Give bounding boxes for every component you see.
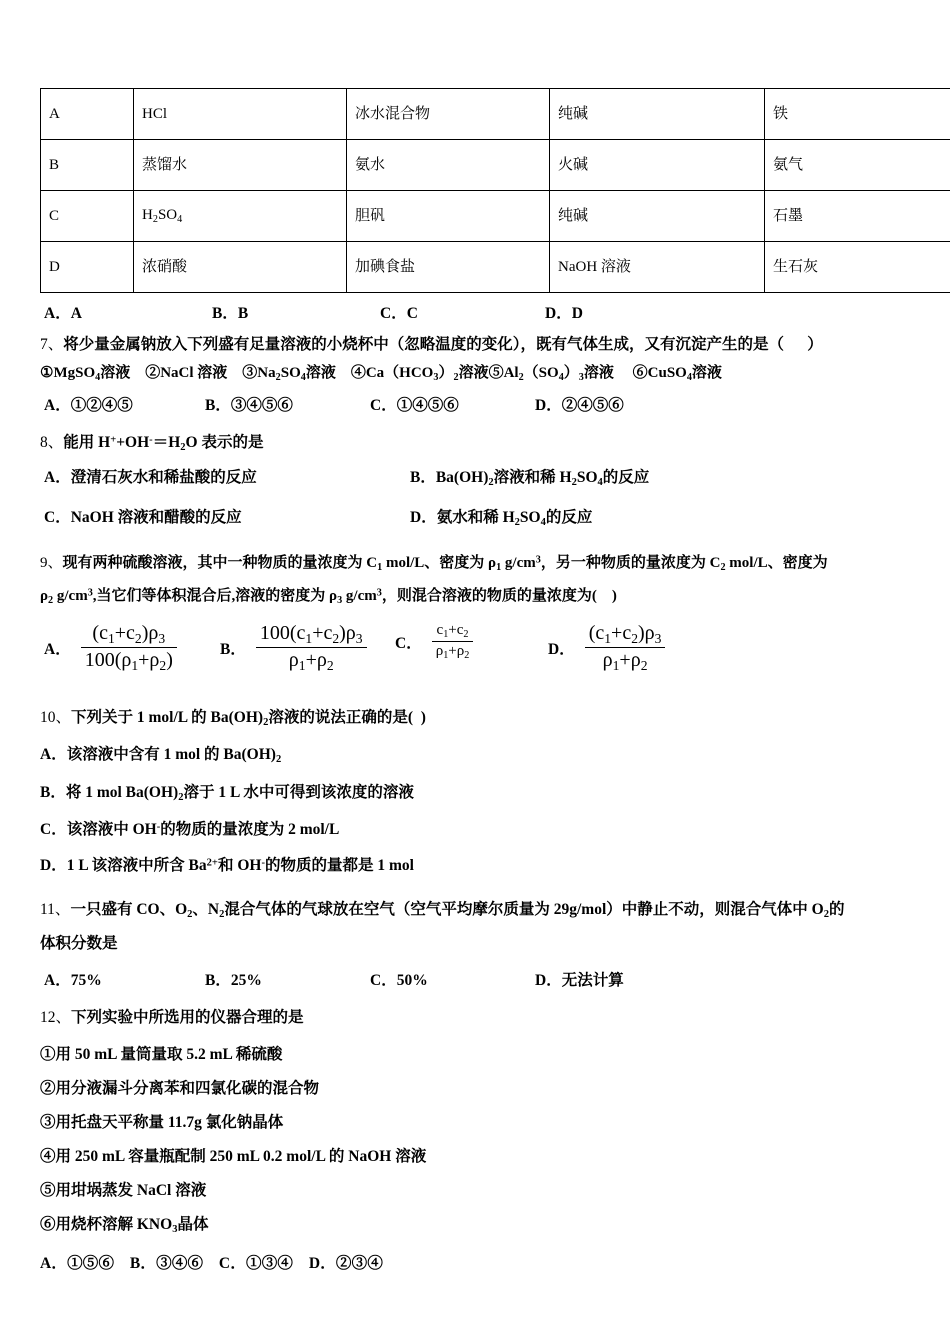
table-cell-label: D (41, 242, 134, 293)
table-cell: 石墨 (765, 191, 950, 242)
q12-item-5: ⑤用坩埚蒸发 NaCl 溶液 (40, 1181, 207, 1199)
table-cell: 蒸馏水 (134, 140, 347, 191)
table-cell: 火碱 (550, 140, 765, 191)
q11-option-a[interactable]: A．75% (44, 971, 102, 989)
q9-option-c[interactable] (395, 622, 473, 662)
q8-option-a[interactable]: A．澄清石灰水和稀盐酸的反应 (44, 469, 257, 487)
q10-option-a[interactable]: A．该溶液中含有 1 mol 的 $Ba(OH)_2$ (40, 746, 282, 766)
q9-option-b-fraction: $\frac{100(c_1+c_2)\rho_3}{\rho_1+\rho_2}$ (256, 622, 367, 674)
q11-answer-row (40, 968, 910, 994)
q10-stem: 10、下列关于 1 mol/L 的 $Ba(OH)_2$溶液的说法正确的是( ) (40, 708, 426, 728)
q9-option-d-fraction: $\frac{(c_1+c_2)\rho_3}{\rho_1+\rho_2}$ (585, 622, 666, 674)
q11-option-d[interactable]: D．无法计算 (535, 971, 624, 989)
table-cell: 浓硝酸 (134, 242, 347, 293)
q8-answer-row-1 (40, 465, 910, 499)
q9-option-b-label: B． (220, 640, 246, 658)
table-row (41, 140, 950, 191)
q9-option-a-fraction: $\frac{(c_1+c_2)\rho_3}{100(\rho_1+\rho_2)}$ (81, 622, 177, 674)
table-cell: 氨水 (347, 140, 550, 191)
q9-option-c-fraction: $\frac{c_1+c_2}{\rho_1+\rho_2}$ (432, 622, 474, 662)
q9-option-d[interactable] (548, 622, 665, 674)
q8-stem: 8、能用 $H^++OH^-=H_2O$ 表示的是 (40, 434, 264, 454)
table-cell: 纯碱 (550, 89, 765, 140)
q9-option-a-label: A． (44, 640, 71, 658)
q8-option-c[interactable]: C．NaOH 溶液和醋酸的反应 (44, 509, 242, 527)
q10-option-d[interactable]: D．1 L 该溶液中所含 $Ba^{2+}$和 OH-的物质的量都是 1 mol (40, 856, 414, 874)
q7-answer-row (40, 393, 910, 419)
q11-stem-line2: 体积分数是 (40, 934, 118, 952)
table-cell: NaOH 溶液 (550, 242, 765, 293)
q7-option-a[interactable]: A．①②④⑤ (44, 397, 133, 415)
q9-answer-row (40, 622, 910, 686)
table-cell-label: A (41, 89, 134, 140)
q9-stem-line2: $\rho_2$ $g/cm^3$,当它们等体积混合后,溶液的密度为 $\rho_3$ $g/cm^3$，则混合溶液的物质的量浓度为( ) (40, 588, 617, 607)
table-cell: 胆矾 (347, 191, 550, 242)
table-cell: 铁 (765, 89, 950, 140)
table-cell: 纯碱 (550, 191, 765, 242)
q9-option-c-label: C． (395, 634, 422, 652)
q6-option-a[interactable]: A．A (44, 305, 82, 322)
q6-answer-row (40, 301, 910, 327)
q8-answer-row-2 (40, 505, 910, 539)
table-cell-label: C (41, 191, 134, 242)
q8-option-d[interactable]: D．氨水和稀 $H_2SO_4$的反应 (410, 509, 593, 529)
q11-option-c[interactable]: C．50% (370, 971, 428, 989)
q12-item-6: ⑥用烧杯溶解 $KNO_3$晶体 (40, 1215, 209, 1235)
q10-option-b[interactable]: B．将 1 mol $Ba(OH)_2$溶于 1 L 水中可得到该浓度的溶液 (40, 783, 414, 803)
page-content (40, 88, 910, 1273)
q7-option-c[interactable]: C．①④⑤⑥ (370, 397, 459, 415)
table-cell: 生石灰 (765, 242, 950, 293)
q12-stem: 12、下列实验中所选用的仪器合理的是 (40, 1008, 304, 1026)
q11-stem-line1: 11、一只盛有 CO、$O_2$、$N_2$混合气体的气球放在空气（空气平均摩尔质量为 29g/mol）中静止不动，则混合气体中 $O_2$的 (40, 900, 845, 920)
q6-option-b[interactable]: B．B (212, 305, 249, 322)
q9-option-a[interactable] (44, 622, 177, 674)
table-cell: 氨气 (765, 140, 950, 191)
table-cell-formula: $H_2SO_4$ (134, 191, 347, 242)
table-row (41, 191, 950, 242)
q7-option-d[interactable]: D．②④⑤⑥ (535, 397, 624, 415)
q12-item-1: ①用 50 mL 量筒量取 5.2 mL 稀硫酸 (40, 1045, 283, 1063)
table-cell: HCl (134, 89, 347, 140)
q11-option-b[interactable]: B．25% (205, 971, 262, 989)
table-row (41, 89, 950, 140)
q8-option-b[interactable]: B．$Ba(OH)_2$溶液和稀 $H_2SO_4$的反应 (410, 469, 650, 489)
table-cell: 冰水混合物 (347, 89, 550, 140)
q12-item-4: ④用 250 mL 容量瓶配制 250 mL 0.2 mol/L 的 NaOH 溶液 (40, 1147, 427, 1165)
q12-answer-row[interactable]: A．①⑤⑥ B．③④⑥ C．①③④ D．②③④ (40, 1254, 384, 1272)
q10-option-c[interactable]: C．该溶液中 OH-的物质的量浓度为 2 mol/L (40, 820, 340, 838)
substance-classification-table (40, 88, 950, 293)
q6-option-d[interactable]: D．D (545, 305, 583, 322)
q9-option-b[interactable] (220, 622, 367, 674)
table-cell-label: B (41, 140, 134, 191)
q7-items: ①MgSO$_4$溶液 ②NaCl 溶液 $③Na_2SO_4$溶液 $④Ca(HCO_3)_2$溶液$⑤Al_2(SO_4)_3$溶液 ⑥CuSO$_4$溶液 (40, 364, 722, 383)
q7-option-b[interactable]: B．③④⑤⑥ (205, 397, 293, 415)
q9-stem-line1: 9、现有两种硫酸溶液，其中一种物质的量浓度为 $C_1$ mol/L、密度为 $\rho_1$ $g/cm^3$，另一种物质的量浓度为 $C_2$ mol/L、密度为 (40, 554, 828, 574)
table-cell: 加碘食盐 (347, 242, 550, 293)
q6-option-c[interactable]: C．C (380, 305, 418, 322)
q9-option-d-label: D． (548, 640, 575, 658)
q7-stem: 7、将少量金属钠放入下列盛有足量溶液的小烧杯中（忽略温度的变化），既有气体生成，又有沉淀产生的是（ ） (40, 336, 823, 353)
q12-item-2: ②用分液漏斗分离苯和四氯化碳的混合物 (40, 1079, 320, 1097)
q12-item-3: ③用托盘天平称量 11.7g 氯化钠晶体 (40, 1113, 284, 1131)
table-row (41, 242, 950, 293)
